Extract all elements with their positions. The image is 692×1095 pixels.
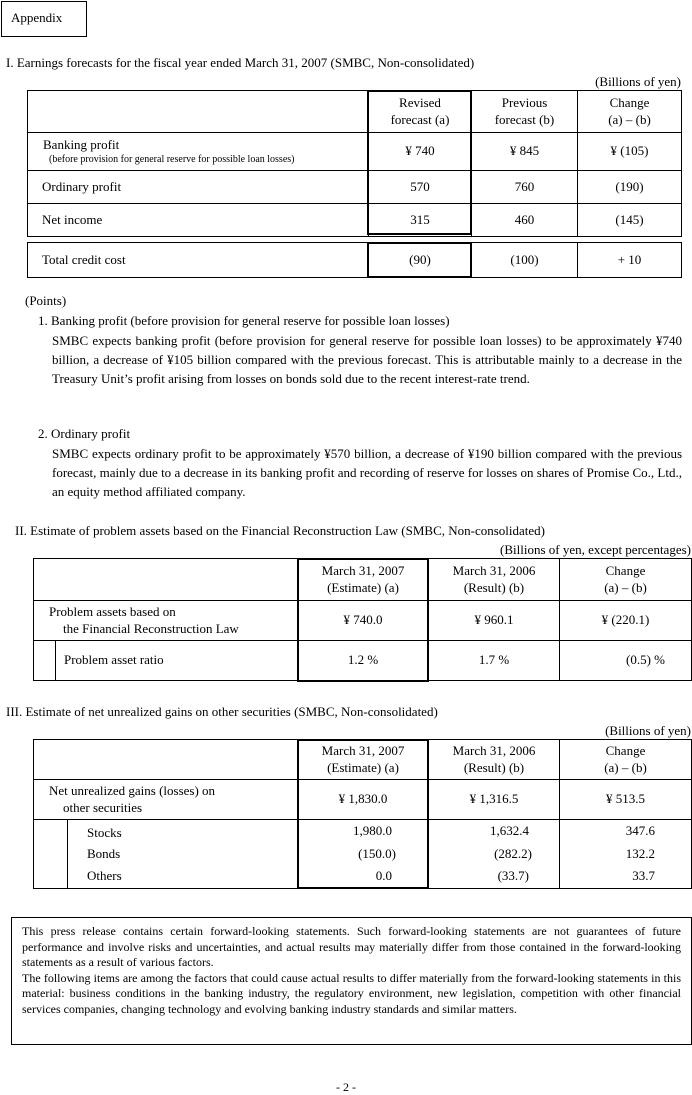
header-blank-cell [34,740,298,780]
points-heading: (Points) [25,293,67,308]
cell-value: 0.0 [298,866,429,889]
indent-cell [34,820,68,843]
cell-value: 760 [472,171,578,204]
row-label-problem-asset-ratio: Problem asset ratio [56,641,298,681]
cell-value: (33.7) [429,866,560,889]
table-row [34,780,692,820]
row-label-others: Others [68,866,298,889]
cell-value: 460 [472,204,578,237]
section-2-title: II. Estimate of problem assets based on the Financial Reconstruction Law (SMBC, Non-consolidated) [15,523,545,538]
cell-value: 570 [369,171,472,204]
table-row [34,866,692,889]
indent-cell [34,843,68,866]
disclaimer-paragraph-2: The following items are among the factors that could cause actual results to differ materially from the forward-looking statements in this material: business conditions in the banking industry, the regulatory environment, new legislation, competition with other financial services companies, changing technology and evolving banking industry standards and similar matters. [22,970,681,1016]
cell-value: (0.5) % [560,641,692,681]
table-row [34,641,692,681]
header-march-2007: March 31, 2007 (Estimate) (a) [298,740,429,780]
header-march-2006: March 31, 2006 (Result) (b) [429,559,560,601]
header-march-2007: March 31, 2007 (Estimate) (a) [298,559,429,601]
cell-value: (190) [578,171,682,204]
table-row [34,843,692,866]
cell-value: 347.6 [560,820,692,843]
header-blank-cell [28,91,369,133]
cell-value: 1,980.0 [298,820,429,843]
table-row [28,243,682,278]
cell-value: ¥ 845 [472,133,578,171]
cell-value: ¥ 1,316.5 [429,780,560,820]
cell-value: ¥ 740.0 [298,601,429,641]
cell-value: (100) [472,243,578,278]
indent-cell [34,641,56,681]
table-row [34,601,692,641]
cell-value: ¥ 960.1 [429,601,560,641]
point-1-body: SMBC expects banking profit (before provision for general reserve for possible loan losses) to be approximately ¥740 billion, a decrease of ¥105 billion compared with the previous forecast. This is attributable mainly to a decrease in the Treasury Unit’s profit arising from losses on bonds sold due to the recent interest-rate trend. [52,333,682,386]
cell-value: ¥ (105) [578,133,682,171]
point-2-body: SMBC expects ordinary profit to be approximately ¥570 billion, a decrease of ¥190 billion compared with the previous forecast, mainly due to a decrease in its banking profit and recording of reserve for losses on shares of Promise Co., Ltd., an equity method affiliated company. [52,446,682,499]
problem-assets-table [33,558,692,681]
credit-cost-table [27,242,682,278]
header-change: Change (a) – (b) [560,559,692,601]
header-march-2006: March 31, 2006 (Result) (b) [429,740,560,780]
table-row [28,204,682,237]
section-1-title: I. Earnings forecasts for the fiscal year ended March 31, 2007 (SMBC, Non-consolidated) [6,55,475,70]
cell-value: 1.7 % [429,641,560,681]
row-label-banking-profit: Banking profit (before provision for general reserve for possible loan losses) [28,133,369,171]
table-header-row [34,559,692,601]
table-row [28,171,682,204]
section-3-unit: (Billions of yen) [605,723,691,738]
cell-value: (90) [369,243,472,278]
cell-value: (150.0) [298,843,429,866]
cell-value: (145) [578,204,682,237]
section-1-unit: (Billions of yen) [595,74,681,89]
header-revised: Revised forecast (a) [369,91,472,133]
disclaimer-paragraph-1: This press release contains certain forward-looking statements. Such forward-looking statements are not guarantees of future performance and involve risks and uncertainties, and actual results may materially differ from those contained in the forward-looking statements as a result of various factors. [22,924,681,969]
cell-value: + 10 [578,243,682,278]
row-label-stocks: Stocks [68,820,298,843]
unrealized-gains-table [33,739,692,889]
row-label-problem-assets: Problem assets based on the Financial Reconstruction Law [34,601,298,641]
cell-value: 1.2 % [298,641,429,681]
row-label-bonds: Bonds [68,843,298,866]
table-row [34,820,692,843]
cell-value: 315 [369,204,472,237]
header-blank-cell [34,559,298,601]
cell-value: ¥ (220.1) [560,601,692,641]
header-previous: Previous forecast (b) [472,91,578,133]
table-header-row [34,740,692,780]
cell-value: 33.7 [560,866,692,889]
cell-value: ¥ 513.5 [560,780,692,820]
point-2-title: 2. Ordinary profit [38,426,131,441]
indent-cell [34,866,68,889]
header-change: Change (a) – (b) [578,91,682,133]
row-label-total-credit-cost: Total credit cost [28,243,369,278]
point-1-title: 1. Banking profit (before provision for general reserve for possible loan losses) [38,313,450,328]
cell-value: (282.2) [429,843,560,866]
row-label-net-income: Net income [28,204,369,237]
cell-value: ¥ 1,830.0 [298,780,429,820]
header-change: Change (a) – (b) [560,740,692,780]
page-number: - 2 - [336,1080,356,1094]
cell-value: 132.2 [560,843,692,866]
cell-value: ¥ 740 [369,133,472,171]
row-label-ordinary-profit: Ordinary profit [28,171,369,204]
cell-value: 1,632.4 [429,820,560,843]
table-row [28,133,682,171]
section-2-unit: (Billions of yen, except percentages) [500,542,691,557]
row-label-net-unrealized-gains: Net unrealized gains (losses) on other securities [34,780,298,820]
earnings-forecast-table [27,90,682,237]
disclaimer-box [11,917,692,1045]
section-3-title: III. Estimate of net unrealized gains on other securities (SMBC, Non-consolidated) [6,704,438,719]
appendix-label: Appendix [1,1,87,37]
table-header-row [28,91,682,133]
